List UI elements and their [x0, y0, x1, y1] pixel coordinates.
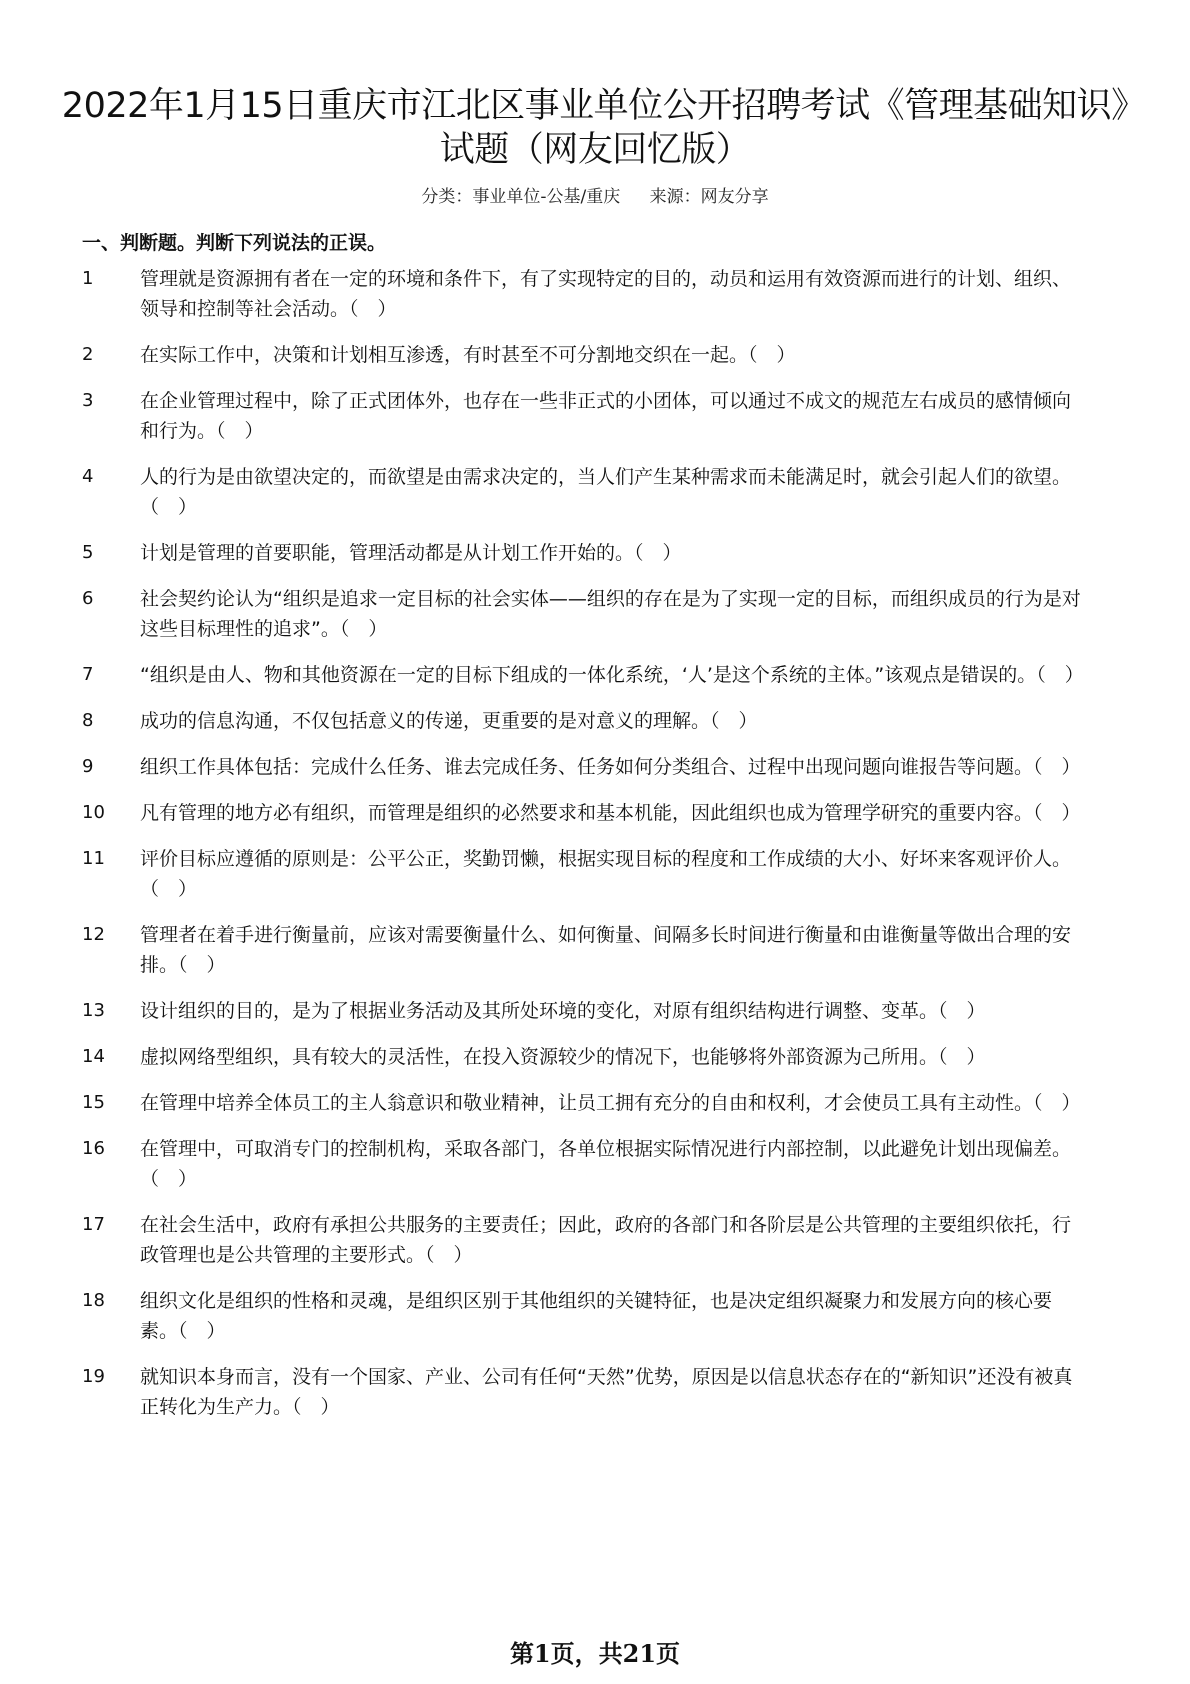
question-item [82, 1210, 1082, 1270]
question-number: 18 [82, 1290, 105, 1311]
document-meta [0, 186, 1190, 208]
question-item [82, 584, 1082, 644]
question-item [82, 752, 1082, 782]
question-item [82, 706, 1082, 736]
document-title: 2022年1月15日重庆市江北区事业单位公开招聘考试《管理基础知识》试题（网友回忆版） [61, 86, 1129, 170]
question-item [82, 798, 1082, 828]
question-number: 16 [82, 1138, 105, 1159]
question-item [82, 996, 1082, 1026]
question-text: “组织是由人、物和其他资源在一定的目标下组成的一体化系统，‘人’是这个系统的主体。”该观点是错误的。（ ） [140, 664, 1084, 686]
question-text: 评价目标应遵循的原则是：公平公正，奖勤罚懒，根据实现目标的程度和工作成绩的大小、好坏来客观评价人。（ ） [140, 848, 1072, 900]
question-item [82, 1042, 1082, 1072]
question-list [82, 264, 1082, 1438]
question-number: 6 [82, 588, 94, 609]
question-number: 7 [82, 664, 94, 685]
question-number: 17 [82, 1214, 105, 1235]
question-number: 4 [82, 466, 94, 487]
question-text: 成功的信息沟通，不仅包括意义的传递，更重要的是对意义的理解。（ ） [140, 710, 758, 732]
question-number: 3 [82, 390, 94, 411]
question-item [82, 920, 1082, 980]
question-item [82, 264, 1082, 324]
question-text: 凡有管理的地方必有组织，而管理是组织的必然要求和基本机能，因此组织也成为管理学研究的重要内容。（ ） [140, 802, 1081, 824]
question-number: 15 [82, 1092, 105, 1113]
question-text: 管理就是资源拥有者在一定的环境和条件下，有了实现特定的目的，动员和运用有效资源而进行的计划、组织、领导和控制等社会活动。（ ） [140, 268, 1072, 320]
question-text: 管理者在着手进行衡量前，应该对需要衡量什么、如何衡量、间隔多长时间进行衡量和由谁衡量等做出合理的安排。（ ） [140, 924, 1072, 976]
question-number: 1 [82, 268, 94, 289]
question-number: 19 [82, 1366, 105, 1387]
question-number: 13 [82, 1000, 105, 1021]
question-text: 组织工作具体包括：完成什么任务、谁去完成任务、任务如何分类组合、过程中出现问题向谁报告等问题。（ ） [140, 756, 1081, 778]
category-label: 分类：事业单位-公基/重庆 [421, 187, 621, 207]
question-number: 9 [82, 756, 94, 777]
source-label: 来源：网友分享 [649, 187, 769, 207]
question-item [82, 660, 1082, 690]
question-item [82, 538, 1082, 568]
question-item [82, 1134, 1082, 1194]
section-heading: 一、判断题。判断下列说法的正误。 [82, 232, 387, 254]
question-number: 11 [82, 848, 105, 869]
question-text: 在管理中，可取消专门的控制机构，采取各部门，各单位根据实际情况进行内部控制，以此避免计划出现偏差。（ ） [140, 1138, 1072, 1190]
question-item [82, 844, 1082, 904]
question-text: 社会契约论认为“组织是追求一定目标的社会实体——组织的存在是为了实现一定的目标，而组织成员的行为是对这些目标理性的追求”。（ ） [140, 588, 1081, 640]
page-number: 第1页，共21页 [509, 1639, 681, 1668]
question-item [82, 1286, 1082, 1346]
question-text: 就知识本身而言，没有一个国家、产业、公司有任何“天然”优势，原因是以信息状态存在的“新知识”还没有被真正转化为生产力。（ ） [140, 1366, 1073, 1418]
question-text: 在企业管理过程中，除了正式团体外，也存在一些非正式的小团体，可以通过不成文的规范左右成员的感情倾向和行为。（ ） [140, 390, 1072, 442]
question-number: 5 [82, 542, 94, 563]
question-text: 在实际工作中，决策和计划相互渗透，有时甚至不可分割地交织在一起。（ ） [140, 344, 796, 366]
question-item [82, 1362, 1082, 1422]
question-text: 组织文化是组织的性格和灵魂，是组织区别于其他组织的关键特征，也是决定组织凝聚力和发展方向的核心要素。（ ） [140, 1290, 1053, 1342]
question-item [82, 386, 1082, 446]
question-text: 设计组织的目的，是为了根据业务活动及其所处环境的变化，对原有组织结构进行调整、变革。（ ） [140, 1000, 986, 1022]
question-item [82, 462, 1082, 522]
question-number: 2 [82, 344, 94, 365]
question-text: 人的行为是由欲望决定的，而欲望是由需求决定的，当人们产生某种需求而未能满足时，就会引起人们的欲望。（ ） [140, 466, 1072, 518]
question-text: 计划是管理的首要职能，管理活动都是从计划工作开始的。（ ） [140, 542, 682, 564]
question-number: 12 [82, 924, 105, 945]
question-text: 在管理中培养全体员工的主人翁意识和敬业精神，让员工拥有充分的自由和权利，才会使员工具有主动性。（ ） [140, 1092, 1081, 1114]
question-number: 10 [82, 802, 105, 823]
question-number: 8 [82, 710, 94, 731]
question-item [82, 340, 1082, 370]
question-item [82, 1088, 1082, 1118]
question-number: 14 [82, 1046, 105, 1067]
question-text: 在社会生活中，政府有承担公共服务的主要责任；因此，政府的各部门和各阶层是公共管理的主要组织依托，行政管理也是公共管理的主要形式。（ ） [140, 1214, 1072, 1266]
question-text: 虚拟网络型组织，具有较大的灵活性，在投入资源较少的情况下，也能够将外部资源为己所用。（ ） [140, 1046, 986, 1068]
